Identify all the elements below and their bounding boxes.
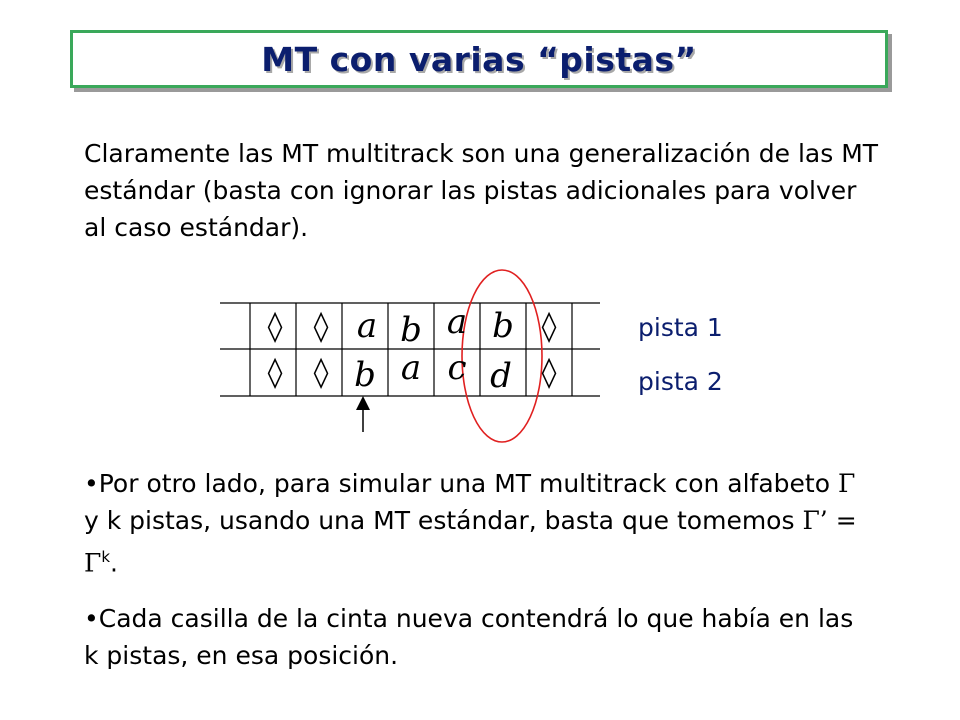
bullet2-text: Cada casilla de la cinta nueva contendrá lo que había en las k pistas, en esa posición. [84,604,854,670]
track1-cell: ◊ [541,308,557,344]
head-pointer-arrowhead [356,396,370,410]
track2-cell: b [354,355,376,395]
track2-cell: d [490,356,512,396]
bullet-item [84,465,874,581]
track1-cell: ◊ [267,308,283,344]
bullet1-text-part1: Por otro lado, para simular una MT multitrack con alfabeto [98,469,838,498]
track1-cell: a [446,302,468,342]
track1-cell: b [492,306,514,346]
bullet-item [84,600,874,674]
track1-cell: ◊ [313,308,329,344]
gamma-symbol: Γ [84,548,102,578]
track2-cell: ◊ [267,354,283,390]
track2-cell: c [447,348,467,388]
bullet1-text-part2: y k pistas, usando una MT estándar, basta que tomemos [84,506,803,535]
track1-cell: a [356,306,378,346]
track2-label: pista 2 [638,367,723,396]
equals-sign: = [827,506,857,535]
gamma-symbol: Γ [837,469,856,498]
bullet1-end: . [110,548,118,578]
track1-cell: b [400,310,422,350]
track1-label: pista 1 [638,313,723,342]
gamma-prime-symbol: Γ’ [802,506,828,535]
track2-cell: ◊ [541,354,557,390]
slide-title: MT con varias “pistas” [261,39,697,79]
track2-cell: a [400,348,422,388]
exponent-k: k [101,548,111,566]
bullet-dot: • [84,604,99,633]
intro-paragraph: Claramente las MT multitrack son una generalización de las MT estándar (basta con ignorar las pistas adicionales para volver al caso estándar). [84,139,879,242]
bullet-dot: • [84,469,99,498]
track2-cell: ◊ [313,354,329,390]
